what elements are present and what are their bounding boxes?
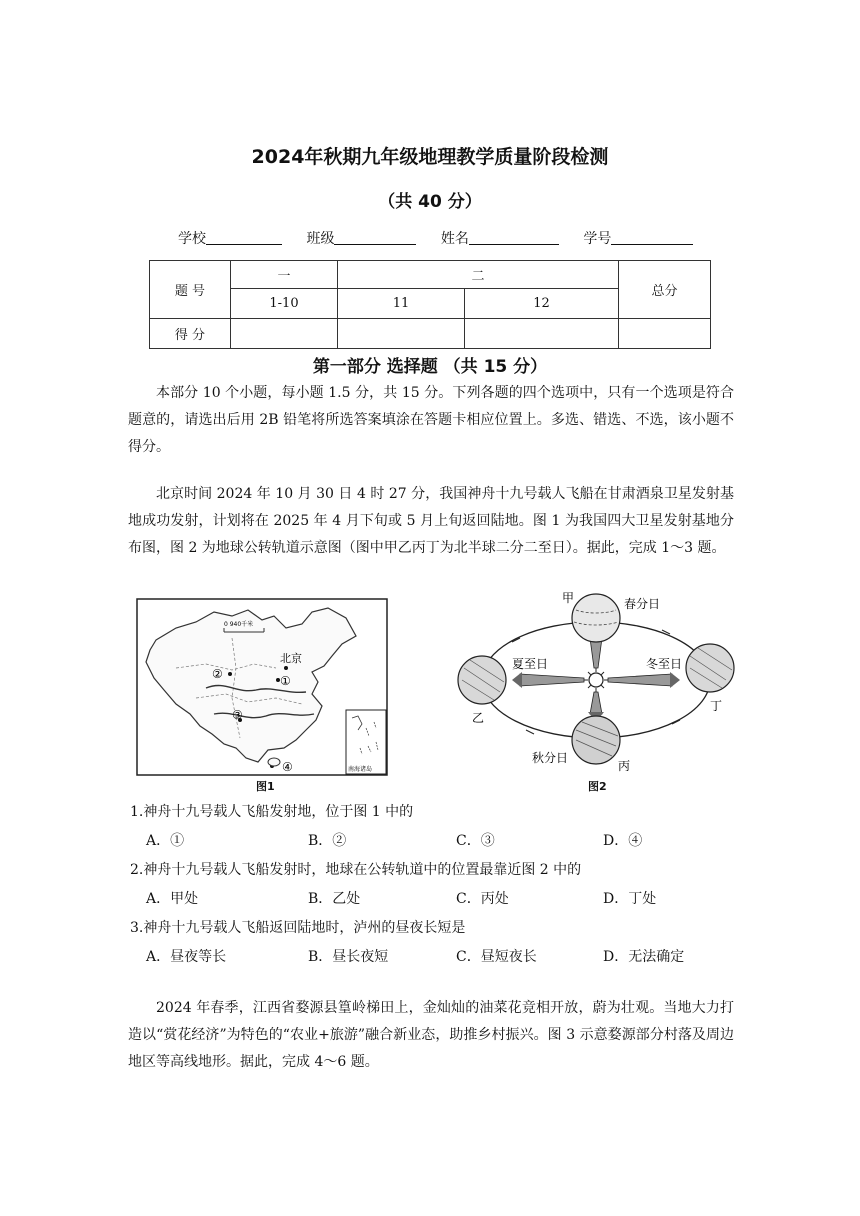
total-header: 总分: [619, 261, 711, 319]
question-2-stem: 2.神舟十九号载人飞船发射时，地球在公转轨道中的位置最靠近图 2 中的: [130, 862, 582, 878]
name-field[interactable]: 姓名: [441, 228, 559, 248]
figure-1-map: [136, 598, 388, 776]
school-field[interactable]: 学校: [178, 228, 282, 248]
section-one-header: 一: [231, 261, 338, 289]
question-3-option-b[interactable]: B．昼长夜短: [308, 949, 389, 965]
student-info-row: [178, 228, 713, 248]
earth-autumn-icon: [572, 716, 620, 764]
label-yi: 乙: [472, 711, 485, 725]
south-china-sea-inset: [346, 710, 386, 774]
scale-label: 0 940千米: [224, 621, 254, 628]
question-1-option-b[interactable]: B．②: [308, 833, 347, 849]
question-3-option-d[interactable]: D．无法确定: [603, 949, 685, 965]
passage-1: 北京时间 2024 年 10 月 30 日 4 时 27 分，我国神舟十九号载人飞船在甘肃酒泉卫星发射基地成功发射，计划将在 2025 年 4 月下旬或 5 月上旬返回陆地。图 1 为我国四大卫星发射基地分布图，图 2 为地球公转轨道示意图（图中甲乙丙丁为北半球二分二至日）。据此，完成 1～3 题。: [128, 486, 734, 556]
label-bing: 丙: [618, 759, 631, 773]
question-2-option-b[interactable]: B．乙处: [308, 891, 361, 907]
question-3-option-c[interactable]: C．昼短夜长: [456, 949, 537, 965]
figure-2-caption: 图2: [588, 780, 607, 793]
marker-4: ④: [282, 760, 293, 774]
question-3-stem: 3.神舟十九号载人飞船返回陆地时，泸州的昼夜长短是: [130, 920, 466, 936]
label-summer: 夏至日: [512, 657, 549, 671]
figure-2-orbit: [450, 588, 742, 774]
name-blank[interactable]: [469, 230, 559, 245]
col-12: 12: [465, 289, 619, 319]
sun-icon: [589, 673, 603, 687]
score-cell-total[interactable]: [619, 319, 711, 349]
question-2-option-a[interactable]: A．甲处: [146, 891, 199, 907]
score-cell-12[interactable]: [465, 319, 619, 349]
label-winter: 冬至日: [646, 657, 683, 671]
exam-title: 2024年秋期九年级地理教学质量阶段检测: [251, 146, 609, 168]
score-cell-11[interactable]: [338, 319, 465, 349]
col-1-10: 1-10: [231, 289, 338, 319]
score-cell-1-10[interactable]: [231, 319, 338, 349]
exam-subtitle: （共 40 分）: [378, 192, 482, 212]
part1-instructions: 本部分 10 个小题，每小题 1.5 分，共 15 分。下列各题的四个选项中，只有一个选项是符合题意的，请选出后用 2B 铅笔将所选答案填涂在答题卡相应位置上。多选、错选、不选，该小题不得分。: [128, 385, 734, 455]
label-autumn: 秋分日: [532, 751, 569, 765]
student-id-blank[interactable]: [611, 230, 693, 245]
earth-spring-icon: [572, 594, 620, 642]
orbit-svg: [450, 588, 742, 774]
col-11: 11: [338, 289, 465, 319]
question-2-option-d[interactable]: D．丁处: [603, 891, 657, 907]
class-field[interactable]: 班级: [306, 228, 416, 248]
score-label: 得 分: [150, 319, 231, 349]
label-spring: 春分日: [624, 597, 661, 611]
inset-label: 南海诸岛: [348, 766, 373, 773]
question-3-option-a[interactable]: A．昼夜等长: [146, 949, 227, 965]
figure-1-caption: 图1: [256, 780, 275, 793]
student-id-field[interactable]: 学号: [583, 228, 693, 248]
score-table: [149, 260, 711, 349]
beijing-label: 北京: [280, 652, 302, 665]
china-map-svg: [136, 598, 388, 776]
question-1-option-c[interactable]: C．③: [456, 833, 495, 849]
question-number-label: 题 号: [150, 261, 231, 319]
section-two-header: 二: [338, 261, 619, 289]
marker-2: ②: [212, 667, 223, 681]
question-1-option-d[interactable]: D．④: [603, 833, 643, 849]
passage-2: 2024 年春季，江西省婺源县篁岭梯田上，金灿灿的油菜花竞相开放，蔚为壮观。当地大力打造以“赏花经济”为特色的“农业+旅游”融合新业态，助推乡村振兴。图 3 示意婺源部分村落及周边地区等高线地形。据此，完成 4～6 题。: [128, 1000, 734, 1070]
question-2-option-c[interactable]: C．丙处: [456, 891, 509, 907]
school-blank[interactable]: [206, 230, 282, 245]
part1-title: 第一部分 选择题 （共 15 分）: [312, 357, 548, 377]
label-jia: 甲: [562, 591, 575, 605]
marker-1: ①: [280, 674, 291, 688]
class-blank[interactable]: [334, 230, 416, 245]
question-1-option-a[interactable]: A．①: [146, 833, 185, 849]
marker-3: ③: [232, 708, 243, 722]
label-ding: 丁: [710, 699, 723, 713]
earth-winter-icon: [686, 644, 734, 692]
question-1-stem: 1.神舟十九号载人飞船发射地，位于图 1 中的: [130, 804, 414, 820]
beijing-dot: [284, 666, 288, 670]
